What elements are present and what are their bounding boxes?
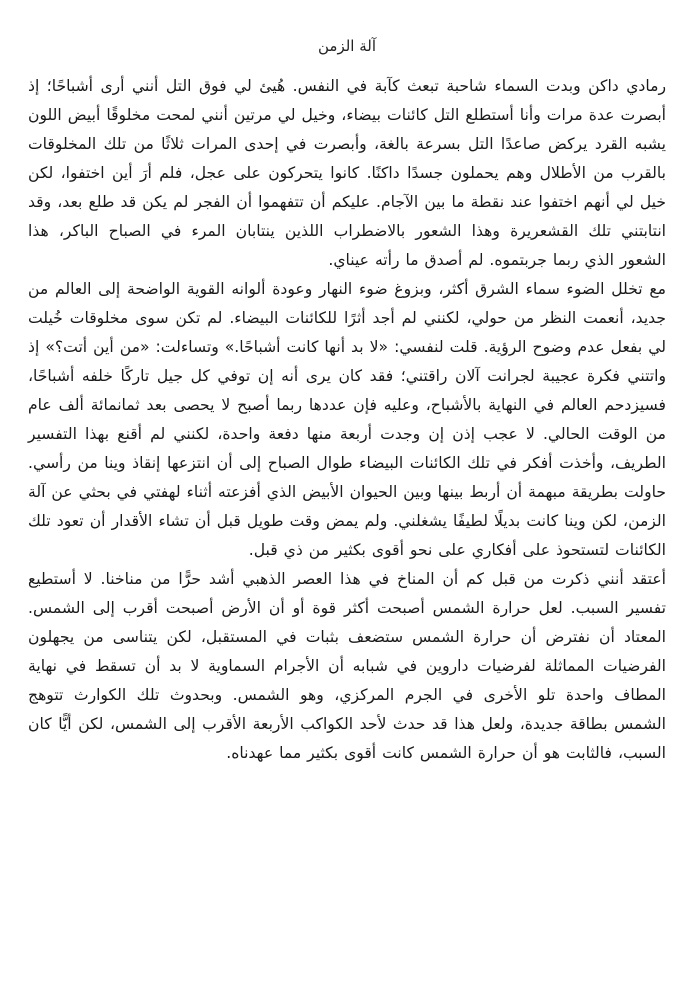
paragraph-3: أعتقد أنني ذكرت من قبل كم أن المناخ في هذا العصر الذهبي أشد حرًّا من مناخنا. لا أستطيع تفسير السبب. لعل حرارة الشمس أصبحت أكثر قوة أو أن الأرض أصبحت أقرب إلى الشمس. المعتاد أن نفترض أن حرارة الشمس ستضعف بثبات في المستقبل، لكن يتناسى من يجهلون الفرضيات المماثلة لفرضيات داروين في شبابه أن الأجرام السماوية لا بد أن تسقط في نهاية المطاف واحدة تلو الأخرى في الجرم المركزي، وهو الشمس. وبحدوث تلك الكوارث تتوهج الشمس بطاقة جديدة، ولعل هذا قد حدث لأحد الكواكب الأربعة الأقرب إلى الشمس، لكن أيًّا كان السبب، فالثابت هو أن حرارة الشمس كانت أقوى بكثير مما عهدناه.: [28, 570, 666, 762]
running-header: آلة الزمن: [317, 37, 376, 55]
paragraph-1: رمادي داكن وبدت السماء شاحبة تبعث كآبة في النفس. هُيئ لي فوق التل أنني أرى أشباحًا؛ إذ أبصرت عدة مرات وأنا أستطلع التل كائنات بيضاء، وخيل لي مرتين أنني لمحت مخلوقًا أبيض اللون يشبه القرد يركض صاعدًا التل بسرعة بالغة، وأبصرت في إحدى المرات ثلاثًا من تلك المخلوقات بالقرب من الأطلال وهم يحملون جسدًا داكنًا. كانوا يتحركون على عجل، فلم أرَ أين اختفوا، لكن خيل لي أنهم اختفوا عند نقطة ما بين الآجام. عليكم أن تتفهموا أن الفجر لم يكن قد طلع بعد، وقد انتابتني تلك القشعريرة وهذا الشعور بالاضطراب اللذين ينتابان المرء في الصباح الباكر، هذا الشعور الذي ربما جربتموه. لم أصدق ما رأته عيناي.: [28, 77, 666, 269]
paragraph-2: مع تخلل الضوء سماء الشرق أكثر، وبزوغ ضوء النهار وعودة ألوانه القوية الواضحة إلى العالم من جديد، أنعمت النظر من حولي، لكنني لم أجد أثرًا للكائنات البيضاء. لم تكن سوى مخلوقات خُيلت لي بفعل عدم وضوح الرؤية. قلت لنفسي: «لا بد أنها كانت أشباحًا.» وتساءلت: «من أين أتت؟» إذ واتتني فكرة عجيبة لجرانت آلان راقتني؛ فقد كان يرى أنه إن توفي كل جيل تاركًا خلفه أشباحًا، فسيزدحم العالم في النهاية بالأشباح، وعليه فإن عددها ربما أصبح لا يحصى بعد ثمانمائة ألف عام من الوقت الحالي. لا عجب إذن إن وجدت أربعة منها دفعة واحدة، لكنني لم أقنع بهذا التفسير الطريف، وأخذت أفكر في تلك الكائنات البيضاء طوال الصباح إلى أن انتزعها إنقاذ وينا من رأسي. حاولت بطريقة مبهمة أن أربط بينها وبين الحيوان الأبيض الذي أفزعته أثناء لهفتي في بحثي عن آلة الزمن، لكن وينا كانت بديلًا لطيفًا يشغلني. ولم يمض وقت طويل قبل أن تشاء الأقدار أن تعود تلك الكائنات لتستحوذ على أفكاري على نحو أقوى بكثير من ذي قبل.: [28, 280, 666, 559]
